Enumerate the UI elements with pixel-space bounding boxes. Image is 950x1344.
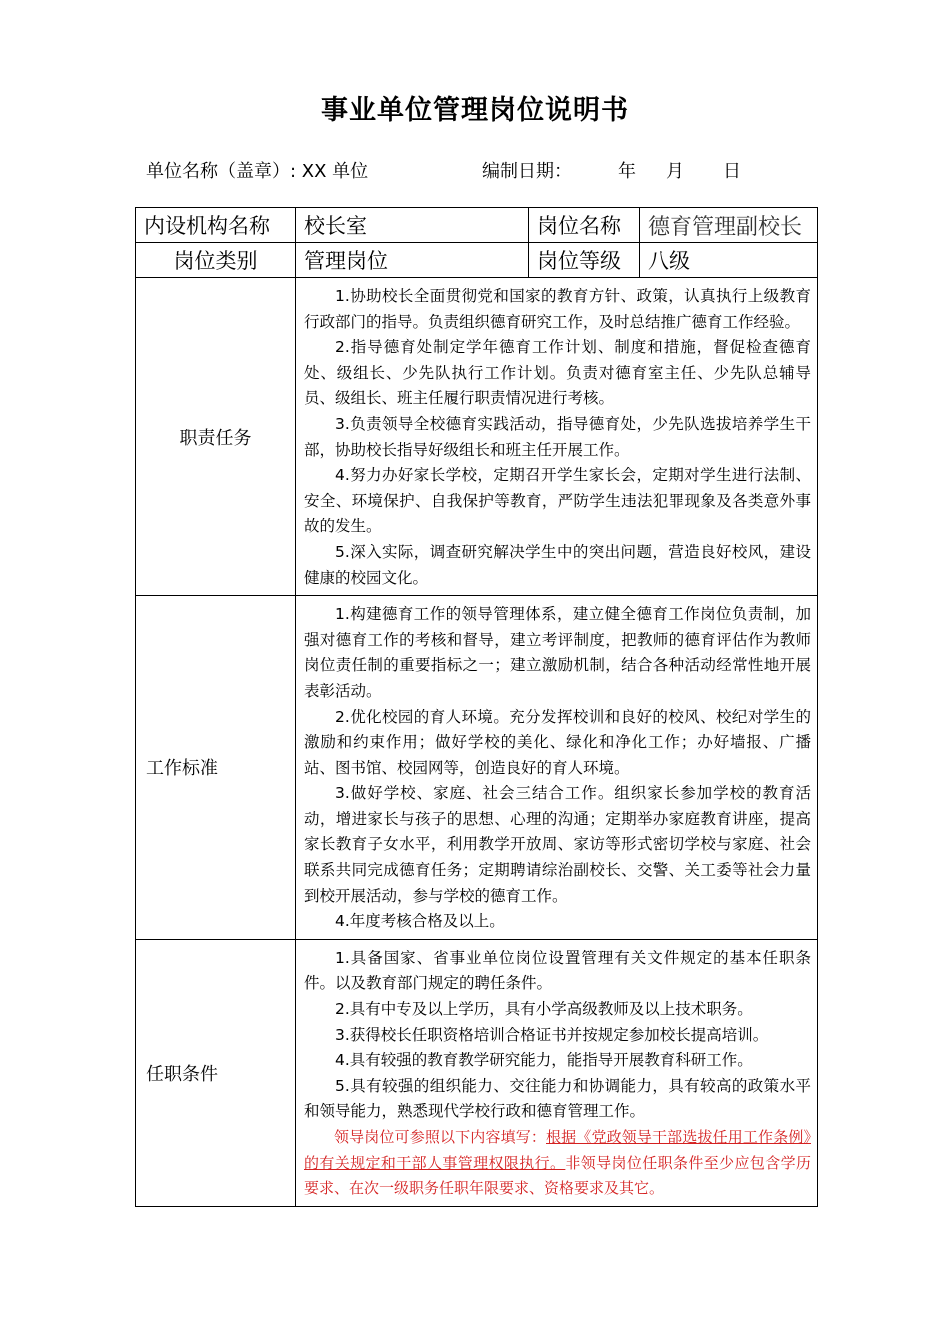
row-qualifications	[136, 939, 818, 1206]
qualification-item: 5.具有较强的组织能力、交往能力和协调能力，具有较高的政策水平和领导能力，熟悉现代学校行政和德育管理工作。	[304, 1076, 811, 1121]
header-meta	[146, 157, 846, 183]
dept-value: 校长室	[296, 208, 529, 243]
note-underlined: 根据《党政领导干部选拔任用工作条例》的有关规定和干部人事管理权限执行。	[304, 1128, 811, 1172]
qualification-item: 2.具有中专及以上学历，具有小学高级教师及以上技术职务。	[335, 1000, 753, 1019]
leadership-note	[304, 1125, 811, 1202]
year-label: 年	[618, 161, 636, 182]
row-standards	[136, 596, 818, 940]
standard-item: 3.做好学校、家庭、社会三结合工作。组织家长参加学校的教育活动，增进家长与孩子的思想、心理的沟通；定期举办家庭教育讲座，提高家长教育子女水平，利用教学开放周、家访等形式密切学校与家庭、社会联系共同完成德育任务；定期聘请综治副校长、交警、关工委等社会力量到校开展活动，参与学校的德育工作。	[304, 784, 811, 905]
row-duties	[136, 278, 818, 596]
row-dept	[136, 208, 818, 243]
qualification-item: 1.具备国家、省事业单位岗位设置管理有关文件规定的基本任职条件。以及教育部门规定的聘任条件。	[304, 948, 811, 993]
document-title: 事业单位管理岗位说明书	[321, 95, 629, 126]
duty-item: 4.努力办好家长学校，定期召开学生家长会，定期对学生进行法制、安全、环境保护、自我保护等教育，严防学生违法犯罪现象及各类意外事故的发生。	[304, 466, 811, 536]
row-type	[136, 243, 818, 278]
grade-value: 八级	[640, 243, 818, 278]
grade-label: 岗位等级	[529, 243, 640, 278]
duty-item: 1.协助校长全面贯彻党和国家的教育方针、政策，认真执行上级教育行政部门的指导。负责组织德育研究工作，及时总结推广德育工作经验。	[304, 287, 811, 331]
month-label: 月	[666, 161, 684, 182]
standards-content	[296, 596, 818, 940]
standard-item: 1.构建德育工作的领导管理体系，建立健全德育工作岗位负责制，加强对德育工作的考核和督导，建立考评制度，把教师的德育评估作为教师岗位责任制的重要指标之一；建立激励机制，结合各种活动经常性地开展表彰活动。	[304, 605, 811, 700]
duties-label: 职责任务	[136, 278, 296, 596]
type-value: 管理岗位	[296, 243, 529, 278]
qualifications-label: 任职条件	[136, 939, 296, 1206]
duty-item: 3.负责领导全校德育实践活动，指导德育处，少先队选拔培养学生干部，协助校长指导好级组长和班主任开展工作。	[304, 414, 811, 459]
post-label: 岗位名称	[529, 208, 640, 243]
dept-label: 内设机构名称	[136, 208, 296, 243]
day-label: 日	[723, 161, 741, 182]
date-label: 编制日期：	[482, 161, 572, 182]
type-label: 岗位类别	[136, 243, 296, 278]
note-rest: 非领导岗位任职条件至少应包含学历要求、在次一级职务任职年限要求、资格要求及其它。	[304, 1153, 811, 1198]
post-value: 德育管理副校长	[640, 208, 818, 243]
duty-item: 5.深入实际，调查研究解决学生中的突出问题，营造良好校风，建设健康的校园文化。	[304, 542, 811, 587]
note-plain: 领导岗位可参照以下内容填写：	[334, 1128, 547, 1146]
qualification-item: 4.具有较强的教育教学研究能力，能指导开展教育科研工作。	[335, 1051, 753, 1070]
post-description-table	[135, 207, 818, 1207]
standard-item: 2.优化校园的育人环境。充分发挥校训和良好的校风、校纪对学生的激励和约束作用；做好学校的美化、绿化和净化工作；办好墙报、广播站、图书馆、校园网等，创造良好的育人环境。	[304, 707, 811, 777]
qualification-item: 3.获得校长任职资格培训合格证书并按规定参加校长提高培训。	[335, 1025, 769, 1044]
duty-item: 2.指导德育处制定学年德育工作计划、制度和措施，督促检查德育处、级组长、少先队执行工作计划。负责对德育室主任、少先队总辅导员、级组长、班主任履行职责情况进行考核。	[304, 338, 811, 408]
standard-item: 4.年度考核合格及以上。	[335, 912, 505, 931]
unit-name: 单位名称（盖章）: XX 单位	[146, 161, 369, 182]
duties-content	[296, 278, 818, 596]
qualifications-content	[296, 939, 818, 1206]
standards-label: 工作标准	[136, 596, 296, 940]
